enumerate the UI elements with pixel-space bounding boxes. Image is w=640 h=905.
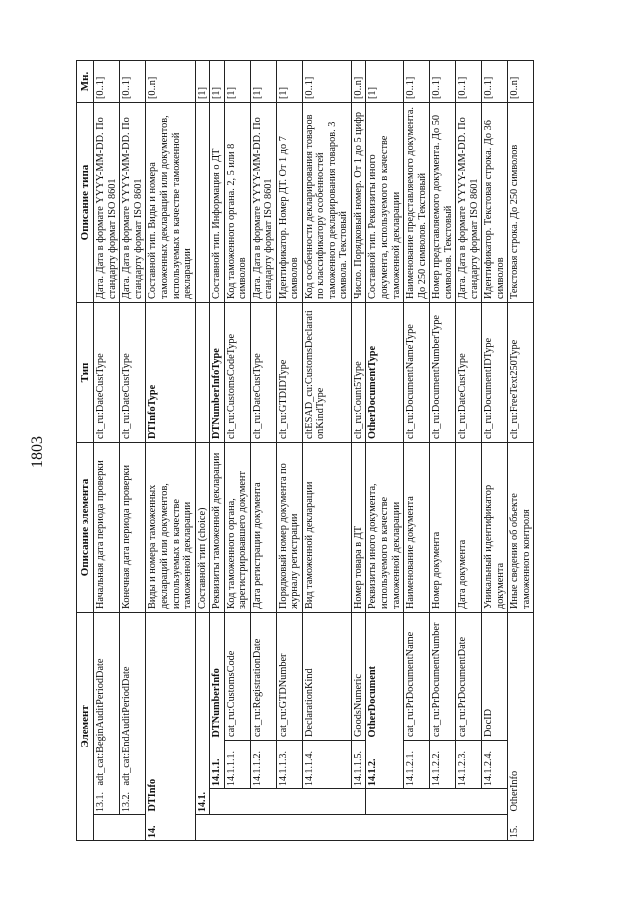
table-row (276, 61, 302, 841)
table-row (302, 61, 351, 841)
row-element-name: adt_cat:EndAuditPeriodDate (120, 613, 146, 789)
indent-cell (482, 815, 508, 841)
indent-cell (456, 815, 482, 841)
row-type: clt_ru:Count5Type (351, 303, 366, 443)
row-mult: [1] (276, 61, 302, 103)
row-description: Вид таможенной декларации (302, 443, 351, 613)
row-type-description: Код таможенного органа. 2, 5 или 8 символов (224, 103, 250, 303)
indent-cell (430, 789, 456, 815)
row-description: Наименование документа (404, 443, 430, 613)
row-type: clt_ru:CustomsCodeType (224, 303, 250, 443)
table-row (482, 61, 508, 841)
row-type-description: Дата. Дата в формате YYYY-MM-DD. По стандарту формат ISO 8601 (250, 103, 276, 303)
header-element: Элемент (77, 613, 94, 841)
table-row (351, 61, 366, 841)
indent-cell (351, 789, 366, 815)
row-type-description: Составной тип. Виды и номера таможенных деклараций или документов, используемых в качестве таможенной декларации (146, 103, 195, 303)
row-description: Дата документа (456, 443, 482, 613)
row-element-name: cat_ru:GTDNumber (276, 613, 302, 741)
table-row (456, 61, 482, 841)
indent-cell (210, 815, 225, 841)
row-mult: [0..1] (456, 61, 482, 103)
row-type-description: Код особенности декларирования товаров по классификатору особенностей таможенного декларирования товаров. 3 символа. Текстовый (302, 103, 351, 303)
row-type: clt_ru:DocumentIDType (482, 303, 508, 443)
row-type-description: Дата. Дата в формате YYYY-MM-DD. По стандарту формат ISO 8601 (456, 103, 482, 303)
row-number: 13.2. (120, 789, 146, 815)
row-type: clt_ru:DateCustType (94, 303, 120, 443)
row-type: clt_ru:DocumentNumberType (430, 303, 456, 443)
row-number: 14.1.1.4. (302, 741, 351, 789)
table-row (430, 61, 456, 841)
row-number: 14.1.2.2. (430, 741, 456, 789)
table-row (120, 61, 146, 841)
row-element-name: cat_ru:RegistrationDate (250, 613, 276, 741)
header-description: Описание элемента (77, 443, 94, 613)
row-type-description: Номер представляемого документа. До 50 символов. Текстовый (430, 103, 456, 303)
row-element-name: cat_ru:PrDocumentName (404, 613, 430, 741)
row-type: clt_ru:DateCustType (456, 303, 482, 443)
table-row (224, 61, 250, 841)
row-type: clt_ru:DocumentNameType (404, 303, 430, 443)
row-element-name: cat_ru:CustomsCode (224, 613, 250, 741)
row-element-name: cat_ru:PrDocumentNumber (430, 613, 456, 741)
indent-cell (351, 815, 366, 841)
row-type-description: Текстовая строка. До 250 символов (508, 103, 534, 303)
row-number: 14.1. (195, 789, 210, 815)
row-description: Конечная дата периода проверки (120, 443, 146, 613)
row-number: 15. (508, 815, 534, 841)
row-mult: [0..1] (94, 61, 120, 103)
indent-cell (276, 815, 302, 841)
row-element-name: DTNumberInfo (210, 613, 225, 741)
row-description: Виды и номера таможенных деклараций или документов, используемых в качестве таможенной декларации (146, 443, 195, 613)
row-element-name: adt_cat:BeginAuditPeriodDate (94, 613, 120, 789)
row-description: Номер документа (430, 443, 456, 613)
row-type: DTInfoType (146, 303, 195, 443)
indent-cell (224, 789, 250, 815)
row-mult: [0..1] (430, 61, 456, 103)
row-type: clt_ru:FreeText250Type (508, 303, 534, 443)
table-header-row (77, 61, 94, 841)
indent-cell (366, 789, 404, 815)
row-mult: [0..1] (404, 61, 430, 103)
row-element-name: OtherDocument (366, 613, 404, 741)
row-mult: [1] (210, 61, 225, 103)
row-number: 14. (146, 815, 195, 841)
row-description: Уникальный идентификатор документа (482, 443, 508, 613)
row-element-name: DeclarationKind (302, 613, 351, 741)
row-number: 14.1.1.2. (250, 741, 276, 789)
row-type-description: Дата. Дата в формате YYYY-MM-DD. По стандарту формат ISO 8601 (120, 103, 146, 303)
indent-cell (404, 815, 430, 841)
indent-cell (210, 789, 225, 815)
row-description: Реквизиты таможенной декларации (210, 443, 225, 613)
table-row (508, 61, 534, 841)
row-mult: [0..n] (146, 61, 195, 103)
row-element-name: OtherInfo (508, 613, 534, 815)
row-mult: [0..1] (482, 61, 508, 103)
row-element-name: cat_ru:PrDocumentDate (456, 613, 482, 741)
indent-cell (456, 789, 482, 815)
row-description: Дата регистрации документа (250, 443, 276, 613)
row-number: 14.1.1. (210, 741, 225, 789)
row-mult: [1] (250, 61, 276, 103)
row-type-description: Дата. Дата в формате YYYY-MM-DD. По стандарту формат ISO 8601 (94, 103, 120, 303)
header-type: Тип (77, 303, 94, 443)
row-type (195, 303, 210, 443)
row-type: clt_ru:DateCustType (250, 303, 276, 443)
row-description: Иные сведения об объекте таможенного контроля (508, 443, 534, 613)
row-number: 14.1.2.4. (482, 741, 508, 789)
row-description: Номер товара в ДТ (351, 443, 366, 613)
row-type-description: Наименование представляемого документа. До 250 символов. Текстовый (404, 103, 430, 303)
row-type: cltESAD_cu:CustomsDeclarationKindType (302, 303, 351, 443)
row-type-description: Идентификатор. Номер ДТ. От 1 до 7 символов (276, 103, 302, 303)
row-number: 14.1.1.5. (351, 741, 366, 789)
header-type-description: Описание типа (77, 103, 94, 303)
row-element-name: DTInfo (146, 613, 195, 815)
row-type-description (195, 103, 210, 303)
row-number: 14.1.1.3. (276, 741, 302, 789)
table-row (195, 61, 210, 841)
row-mult: [0..n] (508, 61, 534, 103)
indent-cell (302, 789, 351, 815)
table-row (250, 61, 276, 841)
row-type: clt_ru:DateCustType (120, 303, 146, 443)
row-type-description: Составной тип. Реквизиты иного документа, используемого в качестве таможенной декларации (366, 103, 404, 303)
indent-cell (94, 815, 120, 841)
indent-cell (250, 815, 276, 841)
indent-cell (302, 815, 351, 841)
row-number: 13.1. (94, 789, 120, 815)
row-type: OtherDocumentType (366, 303, 404, 443)
row-mult: [1] (366, 61, 404, 103)
indent-cell (430, 815, 456, 841)
row-mult: [0..n] (351, 61, 366, 103)
table-row (146, 61, 195, 841)
document-table-wrapper (76, 61, 568, 841)
row-mult: [0..1] (120, 61, 146, 103)
row-description: Реквизиты иного документа, используемого в качестве таможенной декларации (366, 443, 404, 613)
row-mult: [1] (195, 61, 210, 103)
element-description-table (76, 60, 534, 841)
row-mult: [1] (224, 61, 250, 103)
table-row (94, 61, 120, 841)
table-row (210, 61, 225, 841)
row-type-description: Составной тип. Информация о ДТ (210, 103, 225, 303)
row-description: Составной тип (choice) (195, 443, 210, 613)
row-description: Код таможенного органа, зарегистрировавшего документ (224, 443, 250, 613)
indent-cell (276, 789, 302, 815)
row-type: DTNumberInfoType (210, 303, 225, 443)
table-row (404, 61, 430, 841)
indent-cell (224, 815, 250, 841)
row-type: clt_ru:GTDIDType (276, 303, 302, 443)
indent-cell (250, 789, 276, 815)
indent-cell (366, 815, 404, 841)
row-element-name: DocID (482, 613, 508, 741)
row-type-description: Число. Порядковый номер. От 1 до 5 цифр (351, 103, 366, 303)
header-mult: Мн. (77, 61, 94, 103)
indent-cell (404, 789, 430, 815)
table-row (366, 61, 404, 841)
row-mult: [0..1] (302, 61, 351, 103)
row-description: Порядковый номер документа по журналу регистрации (276, 443, 302, 613)
indent-cell (195, 815, 210, 841)
indent-cell (120, 815, 146, 841)
row-number: 14.1.2.3. (456, 741, 482, 789)
row-element-name (195, 613, 210, 789)
row-number: 14.1.2.1. (404, 741, 430, 789)
page-number: 1803 (29, 436, 46, 468)
row-number: 14.1.2. (366, 741, 404, 789)
row-type-description: Идентификатор. Текстовая строка. До 36 символов (482, 103, 508, 303)
row-description: Начальная дата периода проверки (94, 443, 120, 613)
row-element-name: GoodsNumeric (351, 613, 366, 741)
row-number: 14.1.1.1. (224, 741, 250, 789)
indent-cell (482, 789, 508, 815)
